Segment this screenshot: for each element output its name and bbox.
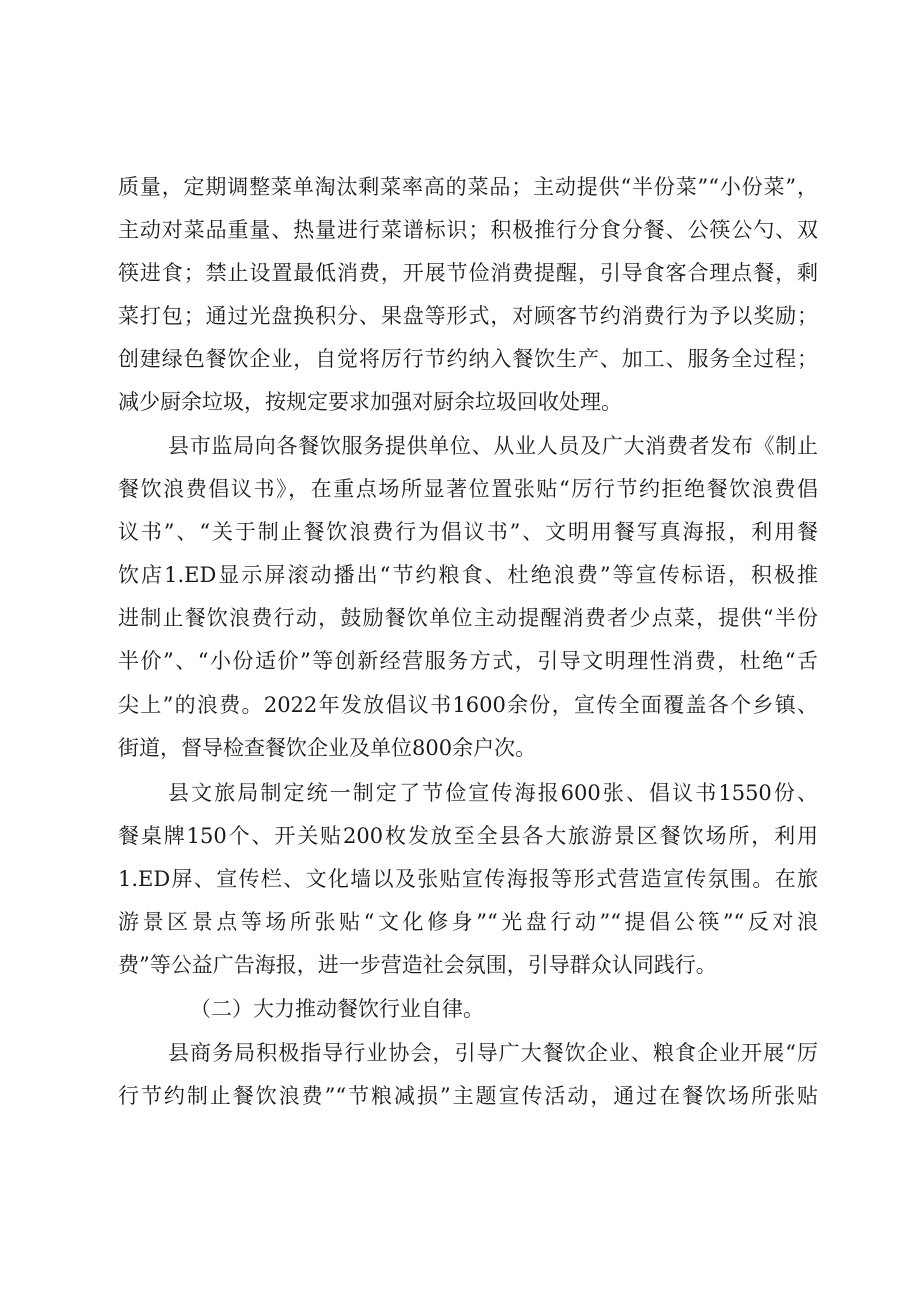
paragraph-line: 减少厨余垃圾，按规定要求加强对厨余垃圾回收处理。 (118, 390, 622, 414)
paragraph-line: 费”等公益广告海报，进一步营造社会氛围，引导群众认同践行。 (118, 953, 717, 977)
paragraph-line: 县文旅局制定统一制定了节俭宣传海报600张、倡议书1550份、 (168, 781, 818, 805)
section-heading: （二）大力推动餐饮行业自律。 (190, 997, 484, 1021)
paragraph-line: 创建绿色餐饮企业，自觉将厉行节约纳入餐饮生产、加工、服务全过程； (118, 347, 818, 371)
paragraph-line: 街道，督导检查餐饮企业及单位800余户次。 (118, 736, 537, 760)
paragraph-line: 尖上”的浪费。2022年发放倡议书1600余份，宣传全面覆盖各个乡镇、 (118, 693, 818, 717)
paragraph-line: 质量，定期调整菜单淘汰剩菜率高的菜品；主动提供“半份菜”“小份菜”， (118, 175, 818, 199)
paragraph-line: 餐桌牌150个、开关贴200枚发放至全县各大旅游景区餐饮场所，利用 (118, 824, 818, 848)
paragraph-line: 行节约制止餐饮浪费”“节粮减损”主题宣传活动，通过在餐饮场所张贴 (118, 1084, 818, 1108)
paragraph-line: 餐饮浪费倡议书》，在重点场所显著位置张贴“厉行节约拒绝餐饮浪费倡 (118, 477, 818, 501)
paragraph-line: 县市监局向各餐饮服务提供单位、从业人员及广大消费者发布《制止 (168, 434, 818, 458)
paragraph-line: 进制止餐饮浪费行动，鼓励餐饮单位主动提醒消费者少点菜，提供“半份 (118, 606, 818, 630)
paragraph-line: 议书”、“关于制止餐饮浪费行为倡议书”、文明用餐写真海报，利用餐 (118, 520, 818, 544)
paragraph-line: 县商务局积极指导行业协会，引导广大餐饮企业、粮食企业开展“厉 (168, 1041, 818, 1065)
paragraph-line: 筷进食；禁止设置最低消费，开展节俭消费提醒，引导食客合理点餐，剩 (118, 261, 818, 285)
paragraph-line: 主动对菜品重量、热量进行菜谱标识；积极推行分食分餐、公筷公勺、双 (118, 218, 818, 242)
paragraph-line: 1.ED屏、宣传栏、文化墙以及张贴宣传海报等形式营造宣传氛围。在旅 (118, 867, 818, 891)
paragraph-line: 菜打包；通过光盘换积分、果盘等形式，对顾客节约消费行为予以奖励； (118, 304, 818, 328)
paragraph-line: 游景区景点等场所张贴“文化修身”“光盘行动”“提倡公筷”“反对浪 (118, 910, 818, 934)
paragraph-line: 饮店1.ED显示屏滚动播出“节约粮食、杜绝浪费”等宣传标语，积极推 (118, 563, 818, 587)
paragraph-line: 半价”、“小份适价”等创新经营服务方式，引导文明理性消费，杜绝“舌 (118, 649, 818, 673)
